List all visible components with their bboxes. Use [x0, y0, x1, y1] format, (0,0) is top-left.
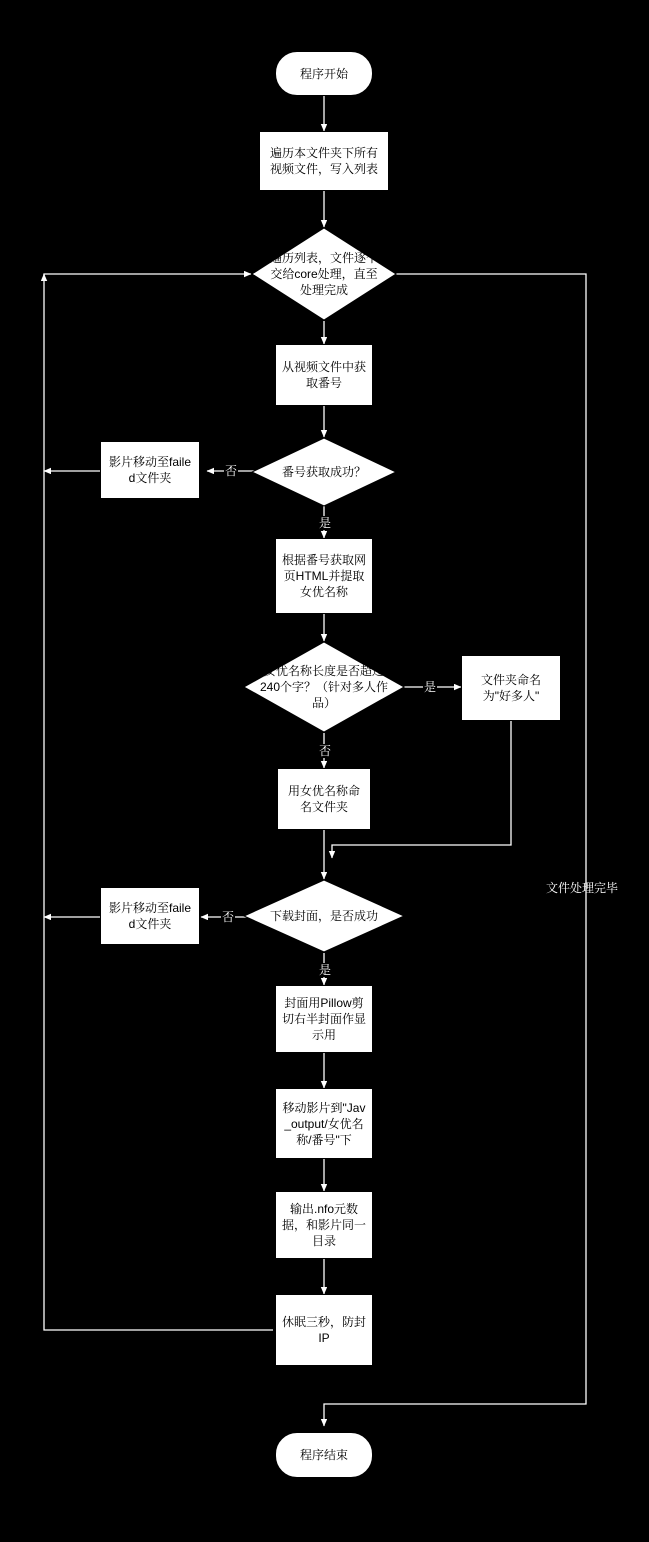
- node-move-failed-1: [100, 441, 200, 499]
- edge-label-loop-done: 文件处理完毕: [546, 881, 619, 895]
- node-code-success-decision: [251, 437, 397, 507]
- node-many-people-folder: [461, 655, 561, 721]
- node-name-length-label: 女优名称长度是否超过240个字？（针对多人作品）: [259, 664, 389, 710]
- node-code-success-label: 番号获取成功？: [281, 465, 366, 479]
- node-get-code: [275, 344, 373, 406]
- node-pillow-crop: [275, 985, 373, 1053]
- node-start-label: 程序开始: [299, 66, 348, 81]
- node-scan-files: [259, 131, 389, 191]
- node-write-nfo-label: 输出.nfo元数据，和影片同一目录: [282, 1202, 367, 1248]
- node-move-failed-2: [100, 887, 200, 945]
- node-get-code-label: 从视频文件中获取番号: [282, 360, 367, 390]
- edge-label-namelen-no: 否: [319, 744, 332, 758]
- node-move-failed-1-label: 影片移动至failed文件夹: [108, 455, 191, 485]
- node-move-output: [275, 1088, 373, 1159]
- node-start: [275, 51, 373, 96]
- node-pillow-crop-label: 封面用Pillow剪切右半封面作显示用: [282, 996, 367, 1042]
- node-name-folder: [277, 768, 371, 830]
- node-sleep: [275, 1294, 373, 1366]
- node-move-output-label: 移动影片到"Jav_output/女优名称/番号"下: [282, 1100, 366, 1147]
- node-write-nfo: [275, 1191, 373, 1259]
- edge-label-cover-no: 否: [222, 910, 235, 924]
- edge-label-namelen-yes: 是: [424, 680, 437, 694]
- node-end: [275, 1432, 373, 1478]
- node-end-label: 程序结束: [299, 1448, 348, 1462]
- node-scan-files-label: 遍历本文件夹下所有视频文件，写入列表: [269, 146, 378, 176]
- node-get-html-label: 根据番号获取网页HTML并提取女优名称: [282, 553, 367, 599]
- node-many-people-folder-label: 文件夹命名为"好多人": [480, 673, 541, 703]
- node-cover-decision-label: 下载封面，是否成功: [269, 909, 378, 923]
- node-name-length-decision: [243, 641, 405, 733]
- node-sleep-label: 休眠三秒，防封IP: [282, 1315, 367, 1345]
- node-loop-decision: [251, 227, 397, 321]
- node-loop-decision-label: 遍历列表，文件逐个交给core处理，直至处理完成: [269, 251, 378, 297]
- node-cover-decision: [243, 879, 405, 953]
- node-name-folder-label: 用女优名称命名文件夹: [287, 784, 360, 814]
- edge-label-code-no: 否: [225, 464, 238, 478]
- edge-label-code-yes: 是: [319, 516, 332, 530]
- edge-label-cover-yes: 是: [319, 963, 332, 977]
- node-move-failed-2-label: 影片移动至failed文件夹: [108, 901, 191, 931]
- node-get-html: [275, 538, 373, 614]
